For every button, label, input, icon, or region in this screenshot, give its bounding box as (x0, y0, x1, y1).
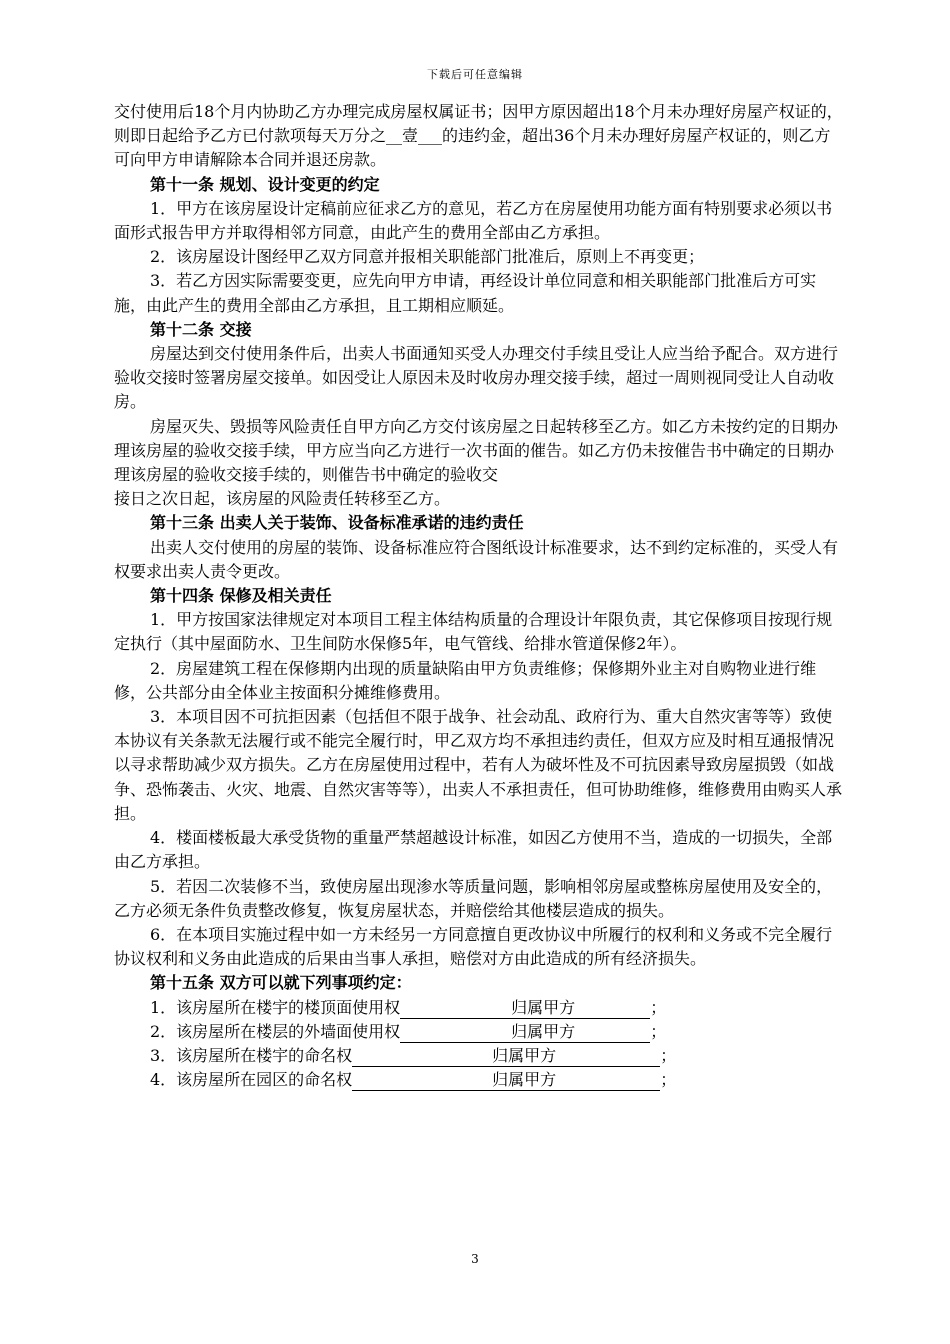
item-value-field: 归属甲方 (352, 1046, 660, 1067)
paragraphs (114, 100, 844, 996)
item-end-mark: ； (650, 1021, 667, 1041)
item-value-field: 归属甲方 (352, 1070, 660, 1091)
paragraph: 2．房屋建筑工程在保修期内出现的质量缺陷由甲方负责维修；保修期外业主对自购物业进行维修，公共部分由全体业主按面积分摊维修费用。 (114, 658, 817, 702)
item-end-mark: ； (660, 1045, 677, 1065)
paragraph: 1．甲方按国家法律规定对本项目工程主体结构质量的合理设计年限负责，其它保修项目按现行规定执行（其中屋面防水、卫生间防水保修5年，电气管线、给排水管道保修2年）。 (114, 610, 833, 654)
paragraph: 4．楼面楼板最大承受货物的重量严禁超越设计标准，如因乙方使用不当，造成的一切损失，全部由乙方承担。 (114, 828, 833, 872)
paragraph: 出卖人交付使用的房屋的装饰、设备标准应符合图纸设计标准要求，达不到约定标准的，买受人有权要求出卖人责令更改。 (114, 537, 839, 581)
agreement-item (114, 1020, 844, 1044)
page-number: 3 (471, 1252, 479, 1266)
agreement-item (114, 1068, 844, 1092)
item-end-mark: ； (660, 1070, 677, 1090)
paragraph: 3．本项目因不可抗拒因素（包括但不限于战争、社会动乱、政府行为、重大自然灾害等等）致使本协议有关条款无法履行或不能完全履行时，甲乙双方均不承担违约责任，但双方应及时相互通报情况以寻求帮助减少双方损失。乙方在房屋使用过程中，若有人为破坏性及不可抗因素导致房屋损毁（如战争、恐怖袭击、火灾、地震、自然灾害等等），出卖人不承担责任，但可协助维修，维修费用由购买人承担。 (114, 707, 843, 823)
item-label: 2．该房屋所在楼层的外墙面使用权 (150, 1021, 401, 1041)
paragraph: 房屋灭失、毁损等风险责任自甲方向乙方交付该房屋之日起转移至乙方。如乙方未按约定的日期办理该房屋的验收交接手续，甲方应当向乙方进行一次书面的催告。如乙方仍未按催告书中确定的日期办理该房屋的验收交接手续的，则催告书中确定的验收交 (114, 416, 839, 485)
article-heading: 第十五条 双方可以就下列事项约定： (150, 973, 412, 993)
article-heading: 第十二条 交接 (150, 319, 252, 339)
article-heading: 第十一条 规划、设计变更的约定 (150, 174, 380, 194)
item-end-mark: ； (650, 997, 667, 1017)
document-body (114, 100, 844, 1092)
item-value-field: 归属甲方 (400, 1022, 650, 1043)
paragraph: 1．甲方在该房屋设计定稿前应征求乙方的意见，若乙方在房屋使用功能方面有特别要求必须以书面形式报告甲方并取得相邻方同意，由此产生的费用全部由乙方承担。 (114, 198, 833, 243)
paragraph: 交付使用后18个月内协助乙方办理完成房屋权属证书；因甲方原因超出18个月未办理好房屋产权证的，则即日起给予乙方已付款项每天万分之__壹___的违约金，超出36个月未办理好房屋产权证的，则乙方可向甲方申请解除本合同并退还房款。 (114, 102, 843, 170)
agreement-item (114, 996, 844, 1020)
item-value-field: 归属甲方 (400, 998, 650, 1019)
paragraph: 6．在本项目实施过程中如一方未经另一方同意擅自更改协议中所履行的权利和义务或不完全履行协议权利和义务由此造成的后果由当事人承担，赔偿对方由此造成的所有经济损失。 (114, 924, 833, 969)
paragraph: 房屋达到交付使用条件后，出卖人书面通知买受人办理交付手续且受让人应当给予配合。双方进行验收交接时签署房屋交接单。如因受让人原因未及时收房办理交接手续，超过一周则视同受让人自动收房。 (114, 344, 839, 412)
item-label: 3．该房屋所在楼宇的命名权 (150, 1045, 353, 1065)
agreement-item (114, 1044, 844, 1068)
paragraph: 3．若乙方因实际需要变更，应先向甲方申请，再经设计单位同意和相关职能部门批准后方可实施，由此产生的费用全部由乙方承担，且工期相应顺延。 (114, 271, 817, 315)
item-label: 4．该房屋所在园区的命名权 (150, 1070, 353, 1090)
item-label: 1．该房屋所在楼宇的楼顶面使用权 (150, 997, 401, 1017)
article-heading: 第十三条 出卖人关于装饰、设备标准承诺的违约责任 (150, 513, 524, 533)
paragraph: 2．该房屋设计图经甲乙双方同意并报相关职能部门批准后，原则上不再变更； (150, 247, 705, 267)
paragraph: 接日之次日起，该房屋的风险责任转移至乙方。 (114, 489, 451, 509)
article-heading: 第十四条 保修及相关责任 (150, 586, 332, 606)
paragraph: 5．若因二次装修不当，致使房屋出现渗水等质量问题，影响相邻房屋或整栋房屋使用及安全的，乙方必须无条件负责整改修复，恢复房屋状态，并赔偿给其他楼层造成的损失。 (114, 876, 833, 920)
page-header: 下载后可任意编辑 (427, 68, 523, 81)
agreement-items (114, 996, 844, 1093)
